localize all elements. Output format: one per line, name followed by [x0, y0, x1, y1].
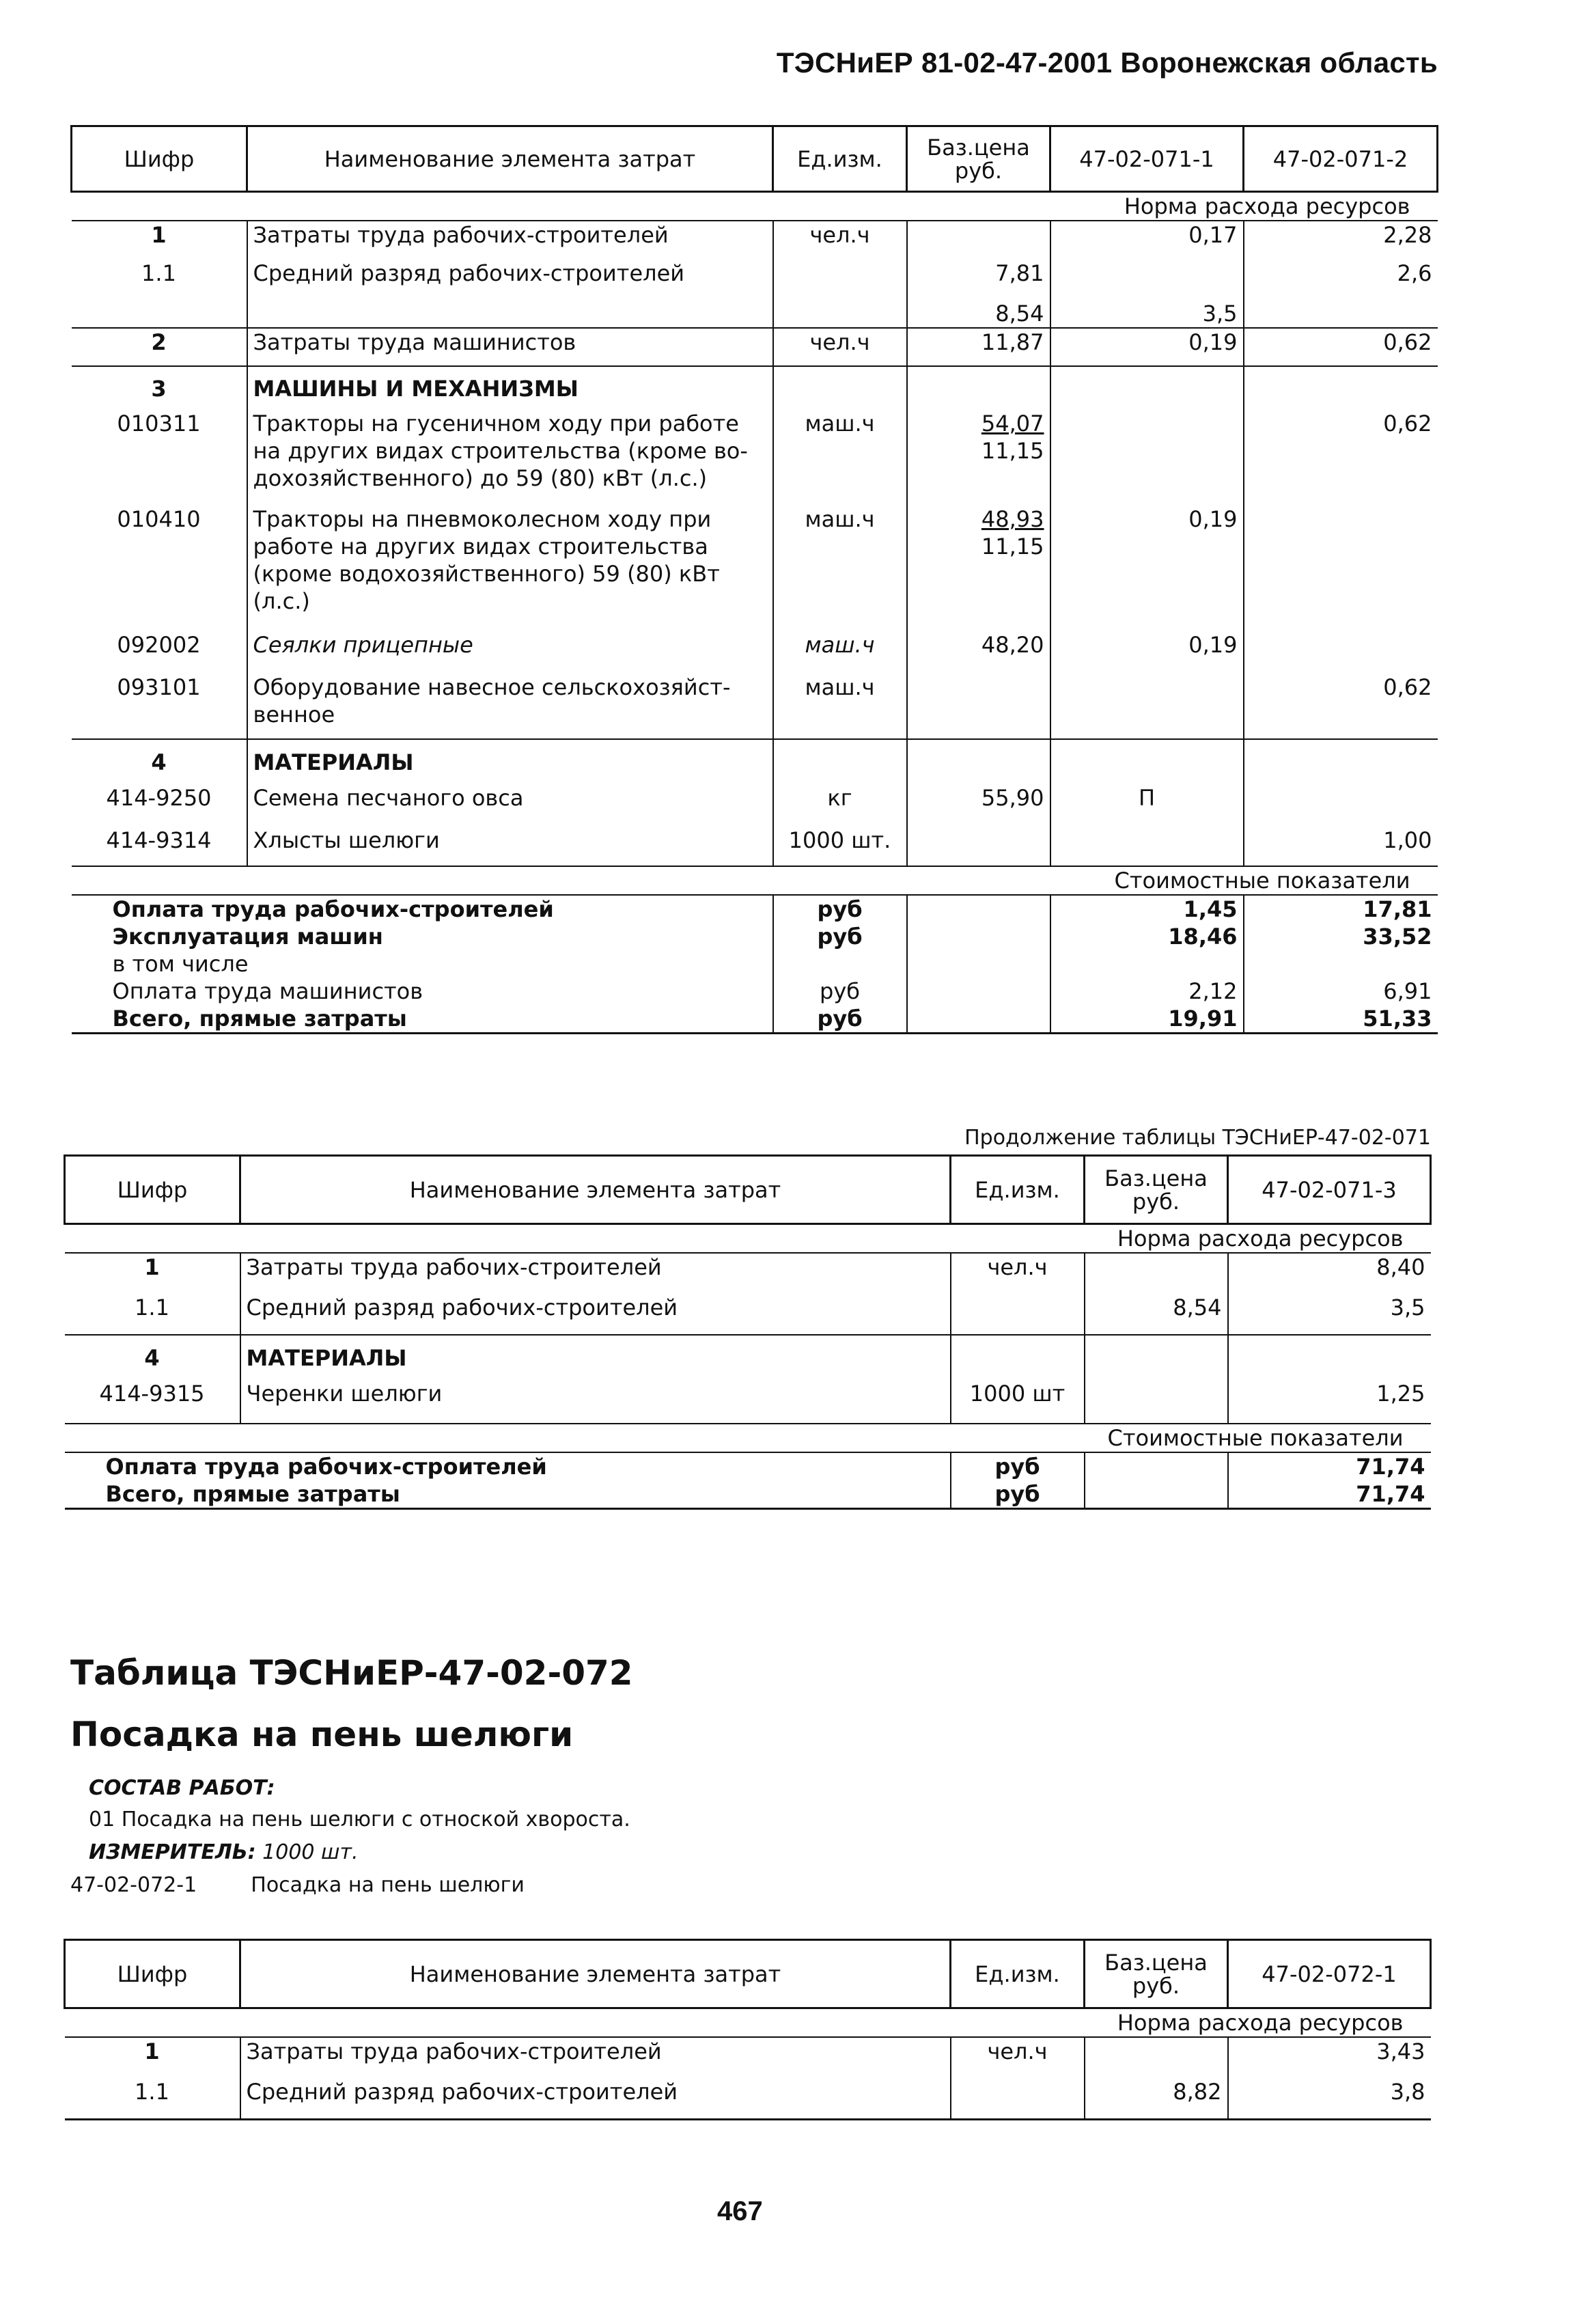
- table-row: [65, 2078, 1431, 2119]
- summary-label: Оплата труда машинистов: [72, 978, 773, 1005]
- row-price: 48,93: [981, 506, 1044, 532]
- code-reference-line: [70, 1873, 525, 1897]
- norm-label: Норма расхода ресурсов: [65, 1224, 1431, 1254]
- col-header-norm-2: 47-02-071-2: [1244, 126, 1438, 192]
- col-header-name: Наименование элемента затрат: [247, 126, 773, 192]
- summary-row: [65, 1480, 1431, 1509]
- cost-label-row: [65, 1424, 1431, 1452]
- table-row: [72, 506, 1438, 631]
- table-row: [72, 366, 1438, 410]
- row-unit: маш.ч: [773, 674, 907, 739]
- row-name: Затраты труда рабочих-строителей: [240, 1253, 951, 1294]
- meter-label: ИЗМЕРИТЕЛЬ:: [89, 1840, 256, 1864]
- row-price-operator: 11,15: [981, 438, 1044, 464]
- table-row: [65, 1294, 1431, 1335]
- col-header-norm-1: 47-02-071-1: [1050, 126, 1244, 192]
- row-price: 55,90: [907, 784, 1050, 827]
- row-value-2: 0,62: [1244, 328, 1438, 366]
- table-row: [72, 221, 1438, 249]
- row-code: 1.1: [65, 2078, 240, 2119]
- works-item: 01 Посадка на пень шелюги с отноской хвороста.: [89, 1808, 630, 1831]
- norm-label-row: [72, 192, 1438, 221]
- row-price: [907, 221, 1050, 249]
- row-code: 1.1: [72, 249, 247, 287]
- summary-value-1: 19,91: [1050, 1005, 1244, 1034]
- summary-unit: руб: [951, 1480, 1085, 1509]
- summary-row: [72, 923, 1438, 950]
- section-title-materials: МАТЕРИАЛЫ: [247, 739, 773, 784]
- row-code: 414-9250: [72, 784, 247, 827]
- row-name: Затраты труда машинистов: [247, 328, 773, 366]
- row-code: 1: [72, 221, 247, 249]
- row-value-1: [1050, 674, 1244, 739]
- summary-label: Эксплуатация машин: [72, 923, 773, 950]
- table-row: [72, 827, 1438, 866]
- row-value-1: [1050, 827, 1244, 866]
- row-value-1: 0,19: [1050, 328, 1244, 366]
- row-code: 1.1: [65, 1294, 240, 1335]
- summary-value-1: 71,74: [1228, 1480, 1431, 1509]
- row-price: [907, 674, 1050, 739]
- cost-label-row: [72, 866, 1438, 895]
- row-name: Оборудование навесное сельскохозяйст-венное: [247, 674, 773, 739]
- row-name: Семена песчаного овса: [247, 784, 773, 827]
- section-title-materials: МАТЕРИАЛЫ: [240, 1335, 951, 1380]
- table-row: [72, 674, 1438, 739]
- section-title-machines: МАШИНЫ И МЕХАНИЗМЫ: [247, 366, 773, 410]
- row-price: [907, 827, 1050, 866]
- section-subtitle: Посадка на пень шелюги: [70, 1715, 574, 1754]
- document-header: ТЭСНиЕР 81-02-47-2001 Воронежская область: [776, 46, 1438, 79]
- summary-unit: руб: [951, 1452, 1085, 1480]
- row-name: Затраты труда рабочих-строителей: [247, 221, 773, 249]
- row-unit: [951, 1294, 1085, 1335]
- col-header-norm-3: 47-02-071-3: [1228, 1156, 1431, 1224]
- summary-unit: [773, 950, 907, 978]
- row-value-2: 1,00: [1383, 827, 1432, 853]
- table-row: [72, 287, 1438, 328]
- row-price: 11,87: [907, 328, 1050, 366]
- row-name: Черенки шелюги: [240, 1380, 951, 1424]
- row-unit: чел.ч: [951, 2037, 1085, 2078]
- summary-value-1: 2,12: [1050, 978, 1244, 1005]
- row-name: Тракторы на пневмоколесном ходу при работе на других видах строительства (кроме водохозяйственного) 59 (80) кВт (л.с.): [247, 506, 773, 631]
- row-name: Сеялки прицепные: [247, 631, 773, 674]
- row-unit: маш.ч: [773, 410, 907, 506]
- section-table-title: Таблица ТЭСНиЕР-47-02-072: [70, 1653, 633, 1693]
- row-value-1: 0,17: [1050, 221, 1244, 249]
- row-name: Средний разряд рабочих-строителей: [240, 2078, 951, 2119]
- col-header-unit: Ед.изм.: [951, 1940, 1085, 2008]
- row-unit: [773, 287, 907, 328]
- row-value-1: П: [1050, 784, 1244, 827]
- row-name: Хлысты шелюги: [247, 827, 773, 866]
- col-header-code: Шифр: [72, 126, 247, 192]
- row-price: 48,20: [907, 631, 1050, 674]
- norm-label-row: [65, 1224, 1431, 1254]
- row-price: 8,82: [1085, 2078, 1228, 2119]
- table-row: [65, 1335, 1431, 1380]
- summary-value-1: [1050, 950, 1244, 978]
- row-unit: чел.ч: [773, 221, 907, 249]
- table-header-row: [65, 1156, 1431, 1224]
- row-unit: чел.ч: [773, 328, 907, 366]
- section-code: 3: [72, 366, 247, 410]
- summary-value-1: 1,45: [1050, 895, 1244, 923]
- row-value-1: [1050, 249, 1244, 287]
- summary-label: Всего, прямые затраты: [65, 1480, 951, 1509]
- summary-unit: руб: [773, 895, 907, 923]
- summary-value-2: 33,52: [1363, 924, 1432, 950]
- row-value-1: 3,5: [1050, 287, 1244, 328]
- row-value-2: [1244, 784, 1438, 827]
- table-row: [72, 631, 1438, 674]
- col-header-unit: Ед.изм.: [773, 126, 907, 192]
- page-number: 467: [717, 2196, 763, 2226]
- table-row: [65, 2037, 1431, 2078]
- summary-row: [72, 978, 1438, 1005]
- row-unit: [951, 2078, 1085, 2119]
- col-header-norm-1: 47-02-072-1: [1228, 1940, 1431, 2008]
- row-value-1: 3,43: [1376, 2038, 1425, 2064]
- table-row: [72, 328, 1438, 366]
- summary-label: Оплата труда рабочих-строителей: [65, 1452, 951, 1480]
- norm-label: Норма расхода ресурсов: [72, 192, 1438, 221]
- row-value-2: 2,6: [1397, 260, 1432, 286]
- summary-row: [65, 1452, 1431, 1480]
- summary-value-1: 18,46: [1050, 923, 1244, 950]
- meter-value: 1000 шт.: [262, 1840, 359, 1864]
- row-unit: 1000 шт: [951, 1380, 1085, 1424]
- table-row: [72, 739, 1438, 784]
- section-code: 4: [72, 739, 247, 784]
- row-value-1: 0,19: [1050, 631, 1244, 674]
- row-price: 8,54: [1085, 1294, 1228, 1335]
- table-row: [72, 784, 1438, 827]
- summary-label: Всего, прямые затраты: [72, 1005, 773, 1034]
- row-price-operator: 11,15: [981, 534, 1044, 559]
- row-code: 010311: [72, 410, 247, 506]
- col-header-code: Шифр: [65, 1940, 240, 2008]
- summary-unit: руб: [773, 978, 907, 1005]
- row-unit: кг: [773, 784, 907, 827]
- row-unit: маш.ч: [773, 631, 907, 674]
- summary-unit: руб: [773, 923, 907, 950]
- summary-row: [72, 895, 1438, 923]
- row-name: [247, 287, 773, 328]
- row-code: 093101: [72, 674, 247, 739]
- resource-table-47-02-072: [64, 1939, 1432, 2120]
- row-code: 092002: [72, 631, 247, 674]
- row-value-1: 3,8: [1228, 2078, 1431, 2119]
- norm-label: Норма расхода ресурсов: [65, 2008, 1431, 2038]
- row-code: 1: [65, 2037, 240, 2078]
- col-header-code: Шифр: [65, 1156, 240, 1224]
- row-code: 010410: [72, 506, 247, 631]
- summary-label: в том числе: [72, 950, 773, 978]
- row-value-2: [1244, 631, 1438, 674]
- row-code: 414-9314: [72, 827, 247, 866]
- code-ref: 47-02-072-1: [70, 1873, 197, 1897]
- row-name: Тракторы на гусеничном ходу при работе на других видах строительства (кроме во-дохозяйственного) до 59 (80) кВт (л.с.): [247, 410, 773, 506]
- row-name: Средний разряд рабочих-строителей: [247, 249, 773, 287]
- table-continuation-caption: Продолжение таблицы ТЭСНиЕР-47-02-071: [964, 1126, 1431, 1150]
- row-value-2: 0,62: [1383, 674, 1432, 700]
- row-code: 1: [65, 1253, 240, 1294]
- table-header-row: [72, 126, 1438, 192]
- col-header-name: Наименование элемента затрат: [240, 1940, 951, 2008]
- table-row: [65, 1380, 1431, 1424]
- row-value-1: [1050, 410, 1244, 506]
- row-value-1: 1,25: [1376, 1381, 1425, 1407]
- code-desc: Посадка на пень шелюги: [251, 1873, 525, 1897]
- row-price: 54,07: [981, 411, 1044, 437]
- row-unit: [773, 249, 907, 287]
- col-header-price: Баз.цена руб.: [1085, 1940, 1228, 2008]
- row-price: [1085, 2037, 1228, 2078]
- row-unit: маш.ч: [773, 506, 907, 631]
- summary-label: Оплата труда рабочих-строителей: [72, 895, 773, 923]
- row-value-1: 8,40: [1376, 1254, 1425, 1280]
- col-header-price: Баз.цена руб.: [907, 126, 1050, 192]
- summary-unit: руб: [773, 1005, 907, 1034]
- row-value-1: 3,5: [1390, 1295, 1425, 1320]
- cost-label: Стоимостные показатели: [72, 866, 1438, 895]
- resource-table-47-02-071: [70, 125, 1438, 1034]
- row-price: [1085, 1253, 1228, 1294]
- row-code: 414-9315: [65, 1380, 240, 1424]
- row-value-2: [1244, 506, 1438, 631]
- meter-line: [89, 1840, 359, 1864]
- row-unit: 1000 шт.: [773, 827, 907, 866]
- table-row: [72, 249, 1438, 287]
- works-label: СОСТАВ РАБОТ:: [89, 1776, 275, 1800]
- row-value-2: [1244, 287, 1438, 328]
- summary-value-2: 51,33: [1244, 1005, 1438, 1034]
- col-header-price: Баз.цена руб.: [1085, 1156, 1228, 1224]
- row-code: 2: [72, 328, 247, 366]
- col-header-unit: Ед.изм.: [951, 1156, 1085, 1224]
- row-name: Затраты труда рабочих-строителей: [240, 2037, 951, 2078]
- summary-value-2: 6,91: [1383, 978, 1432, 1004]
- summary-value-1: 71,74: [1356, 1454, 1425, 1480]
- cost-label: Стоимостные показатели: [65, 1424, 1431, 1452]
- summary-row: [72, 950, 1438, 978]
- section-code: 4: [65, 1335, 240, 1380]
- row-name: Средний разряд рабочих-строителей: [240, 1294, 951, 1335]
- row-price: 7,81: [907, 249, 1050, 287]
- summary-value-2: [1244, 950, 1438, 978]
- table-row: [65, 1253, 1431, 1294]
- row-value-2: 0,62: [1383, 411, 1432, 437]
- row-code: [72, 287, 247, 328]
- table-header-row: [65, 1940, 1431, 2008]
- norm-label-row: [65, 2008, 1431, 2038]
- row-value-1: 0,19: [1050, 506, 1244, 631]
- row-price: 8,54: [907, 287, 1050, 328]
- resource-table-47-02-071-continued: [64, 1154, 1432, 1510]
- col-header-name: Наименование элемента затрат: [240, 1156, 951, 1224]
- row-value-2: 2,28: [1383, 222, 1432, 248]
- summary-row: [72, 1005, 1438, 1034]
- table-row: [72, 410, 1438, 506]
- summary-value-2: 17,81: [1363, 896, 1432, 922]
- row-unit: чел.ч: [951, 1253, 1085, 1294]
- row-price: [1085, 1380, 1228, 1424]
